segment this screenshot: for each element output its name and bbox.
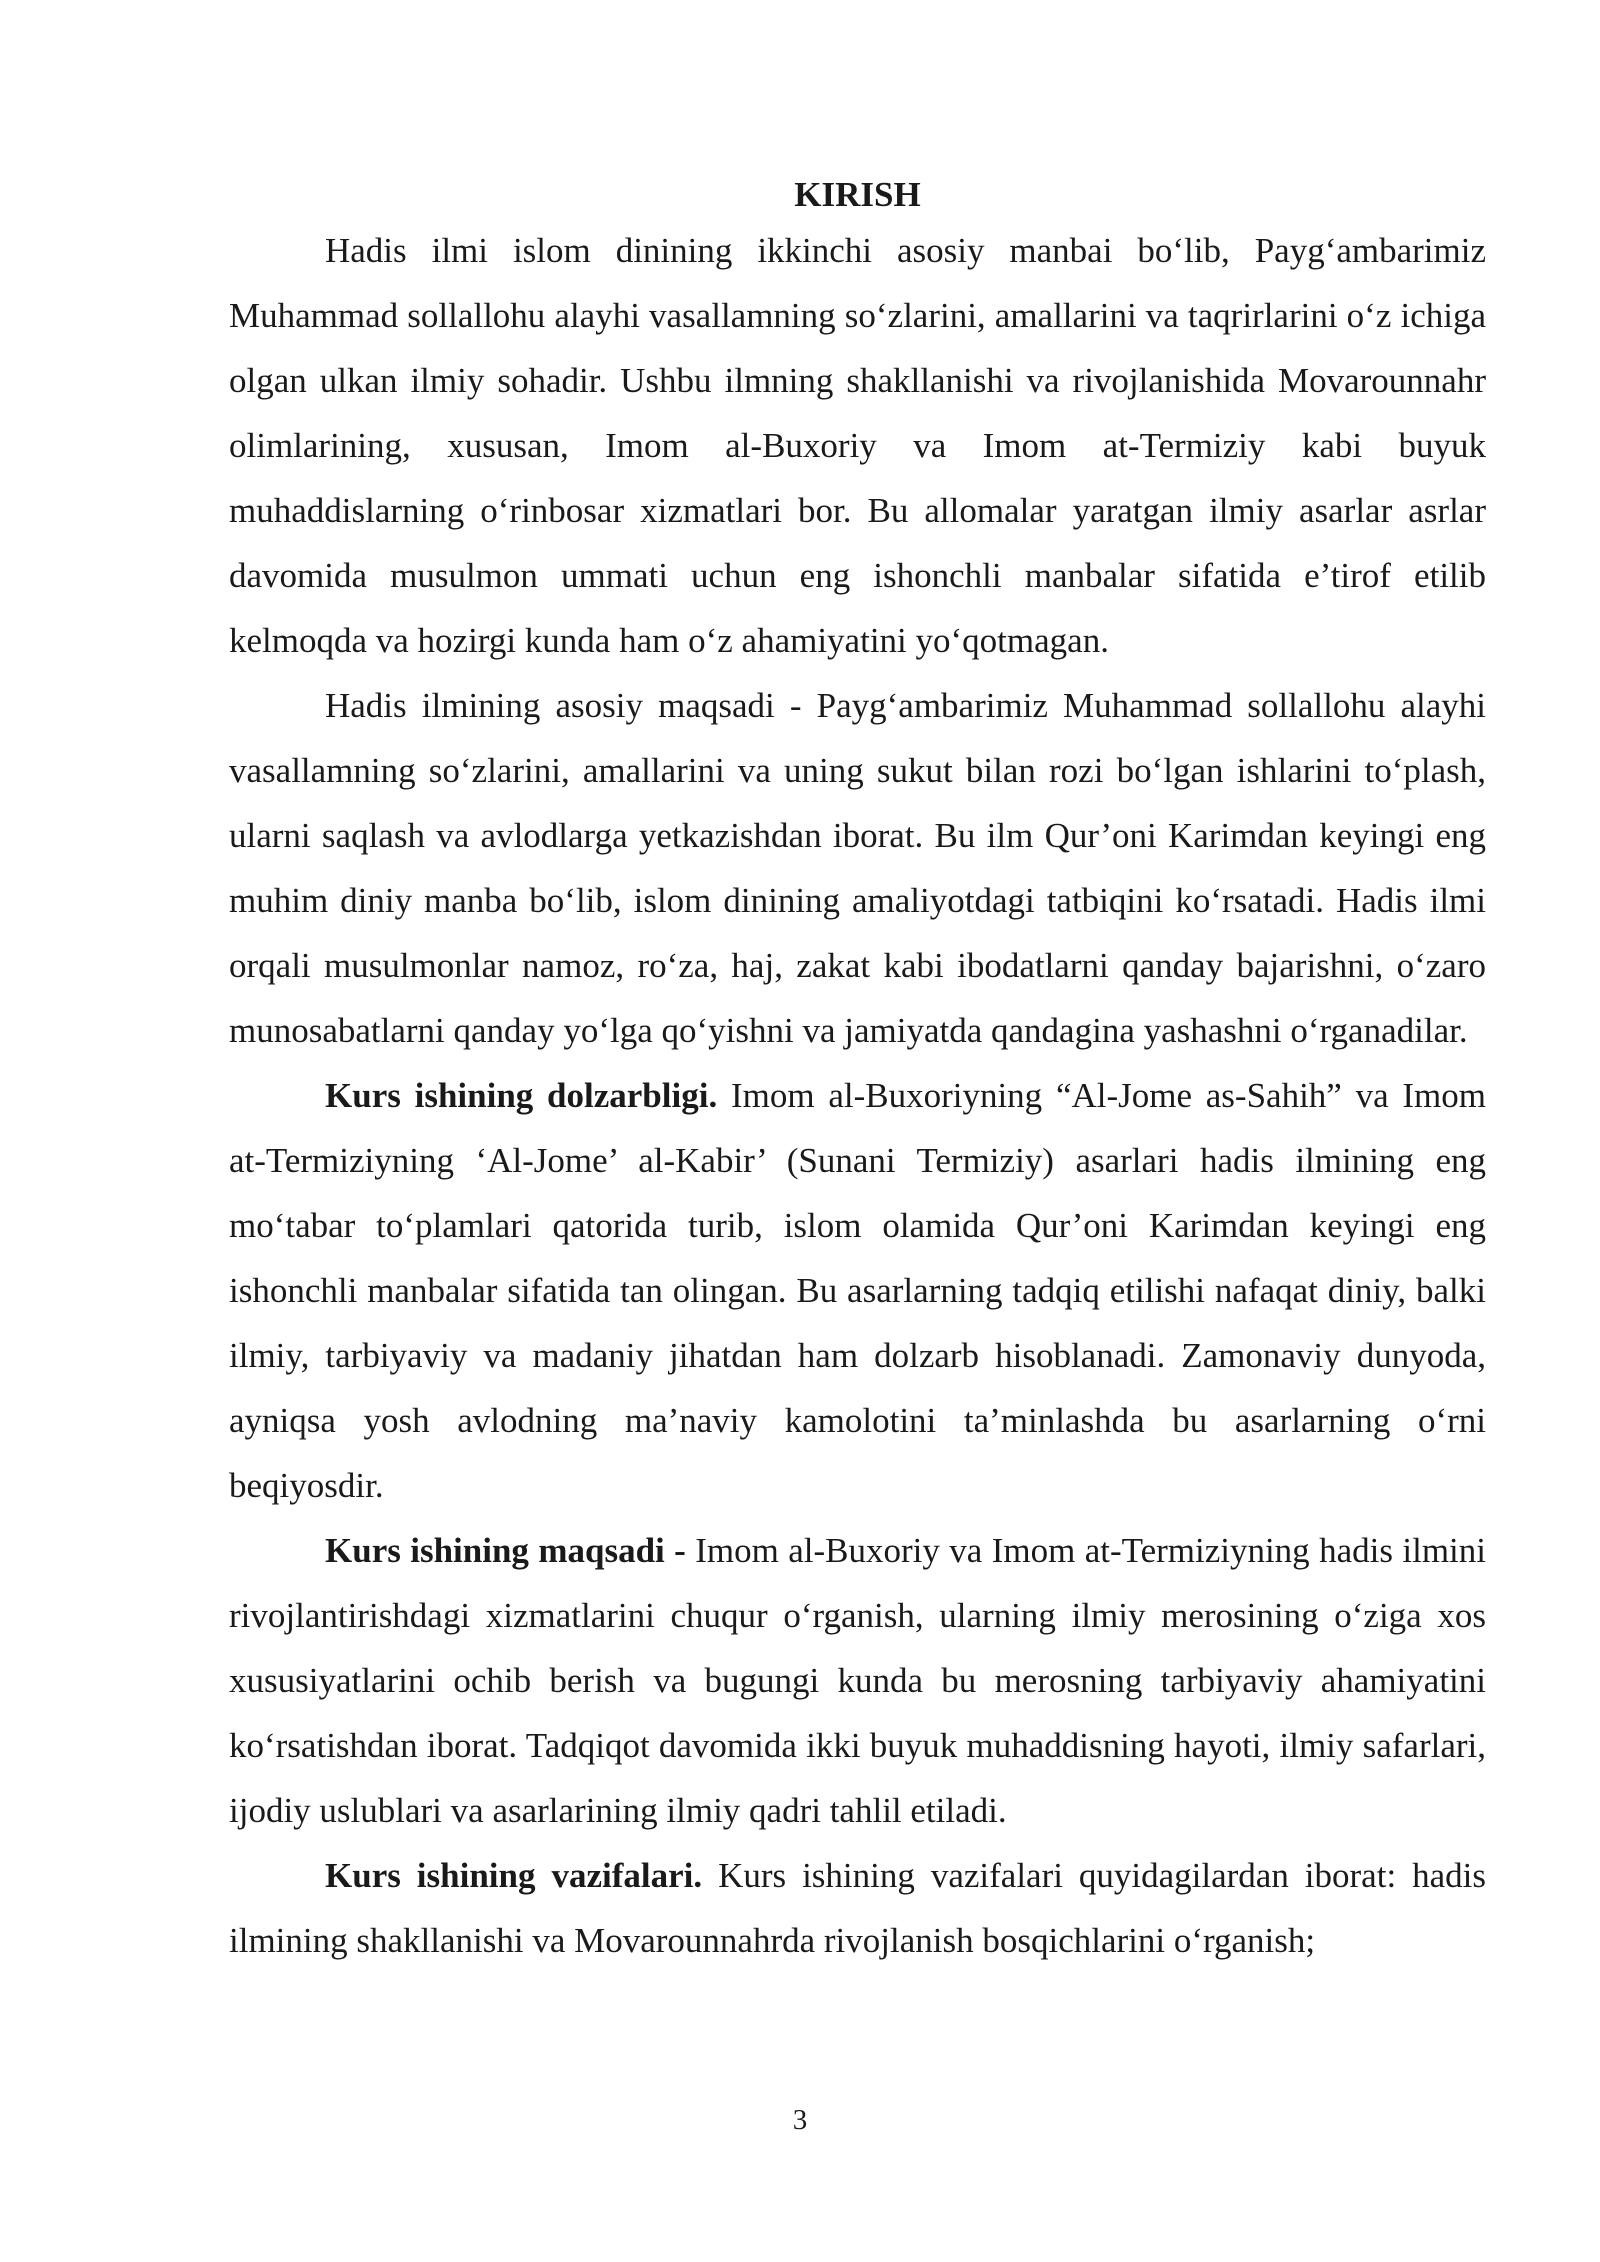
page-title: KIRISH bbox=[794, 175, 921, 214]
paragraph-relevance bbox=[229, 1063, 1486, 1518]
paragraph-text: Kurs ishining vazifalari quyidagilardan iborat: hadis ilmining shakllanishi va Movarounnahrda rivojlanish bosqichlarini o‘rganish; bbox=[229, 1856, 1487, 1960]
paragraph-text: Hadis ilmi islom dinining ikkinchi asosiy manbai bo‘lib, Payg‘ambarimiz Muhammad sollallohu alayhi vasallamning so‘zlarini, amallarini va taqrirlarini o‘z ichiga olgan ulkan ilmiy sohadir. Ushbu ilmning shakllanishi va rivojlanishida Movarounnahr olimlarining, xususan, Imom al-Buxoriy va Imom at-Termiziy kabi buyuk muhaddislarning o‘rinbosar xizmatlari bor. Bu allomalar yaratgan ilmiy asarlar asrlar davomida musulmon ummati uchun eng ishonchli manbalar sifatida e’tirof etilib kelmoqda va hozirgi kunda ham o‘z ahamiyatini yo‘qotmagan. bbox=[229, 231, 1486, 660]
page-content bbox=[229, 172, 1486, 1973]
paragraph-lead: Kurs ishining vazifalari. bbox=[325, 1856, 703, 1895]
paragraph-text: Imom al-Buxoriyning “Al-Jome as-Sahih” va Imom at-Termiziyning ‘Al-Jome’ al-Kabir’ (Sunani Termiziy) asarlari hadis ilmining eng mo‘tabar to‘plamlari qatorida turib, islom olamida Qur’oni Karimdan keyingi eng ishonchli manbalar sifatida tan olingan. Bu asarlarning tadqiq etilishi nafaqat diniy, balki ilmiy, tarbiyaviy va madaniy jihatdan ham dolzarb hisoblanadi. Zamonaviy dunyoda, ayniqsa yosh avlodning ma’naviy kamolotini ta’minlashda bu asarlarning o‘rni beqiyosdir. bbox=[229, 1076, 1486, 1505]
paragraph-goal bbox=[229, 1518, 1486, 1843]
paragraph-text: Imom al-Buxoriy va Imom at-Termiziyning hadis ilmini rivojlantirishdagi xizmatlarini chuqur o‘rganish, ularning ilmiy merosining o‘ziga xos xususiyatlarini ochib berish va bugungi kunda bu merosning tarbiyaviy ahamiyatini ko‘rsatishdan iborat. Tadqiqot davomida ikki buyuk muhaddisning hayoti, ilmiy safarlari, ijodiy uslublari va asarlarining ilmiy qadri tahlil etiladi. bbox=[229, 1531, 1486, 1830]
paragraph-text: Hadis ilmining asosiy maqsadi - Payg‘ambarimiz Muhammad sollallohu alayhi vasallamning so‘zlarini, amallarini va uning sukut bilan rozi bo‘lgan ishlarini to‘plash, ularni saqlash va avlodlarga yetkazishdan iborat. Bu ilm Qur’oni Karimdan keyingi eng muhim diniy manba bo‘lib, islom dinining amaliyotdagi tatbiqini ko‘rsatadi. Hadis ilmi orqali musulmonlar namoz, ro‘za, haj, zakat kabi ibodatlarni qanday bajarishni, o‘zaro munosabatlarni qanday yo‘lga qo‘yishni va jamiyatda qandagina yashashni o‘rganadilar. bbox=[229, 686, 1486, 1050]
paragraph-tasks bbox=[229, 1843, 1486, 1973]
paragraph-lead: Kurs ishining dolzarbligi. bbox=[325, 1076, 718, 1115]
page-number: 3 bbox=[792, 2104, 808, 2136]
paragraph-purpose bbox=[229, 673, 1486, 1063]
paragraph-lead: Kurs ishining maqsadi - bbox=[325, 1531, 686, 1570]
paragraph-intro bbox=[229, 218, 1486, 673]
